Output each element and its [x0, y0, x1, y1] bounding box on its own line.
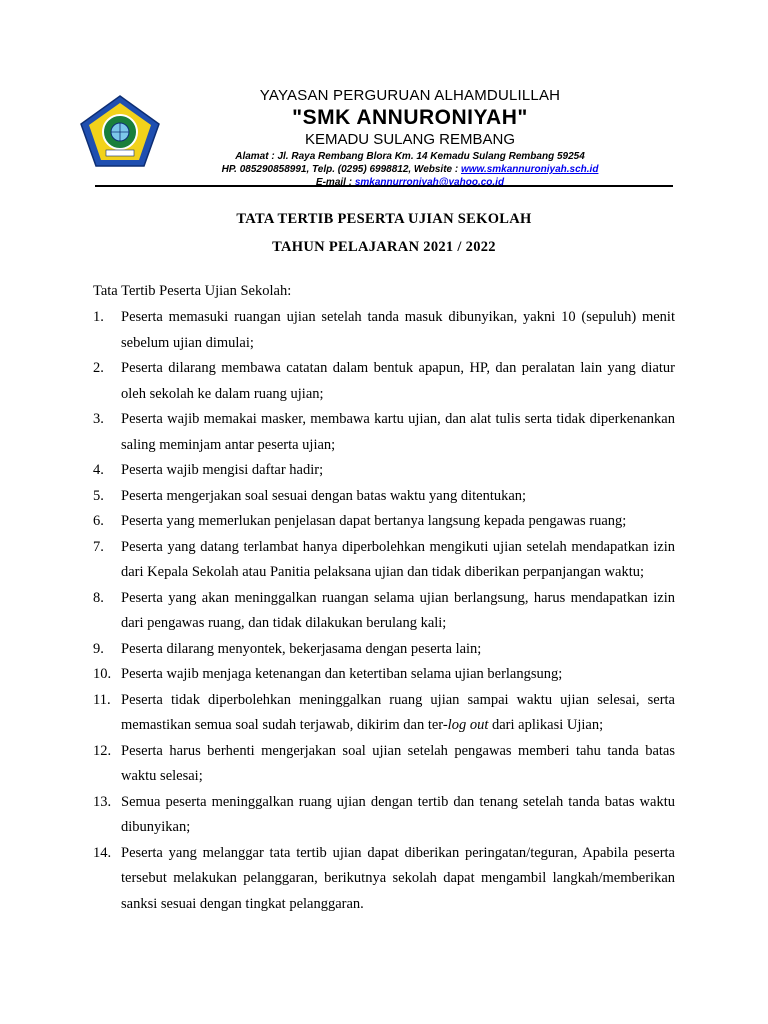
- rule-number: 7.: [93, 538, 104, 555]
- rule-item: [93, 407, 675, 458]
- rule-text: Semua peserta meninggalkan ruang ujian dengan tertib dan tenang setelah tanda batas waktu dibunyikan;: [121, 793, 675, 835]
- title-line-2: TAHUN PELAJARAN 2021 / 2022: [272, 239, 496, 255]
- school-contact: [140, 163, 680, 176]
- rule-number: 12.: [93, 742, 112, 759]
- letterhead-text: [140, 86, 680, 189]
- rule-text: Peserta yang melanggar tata tertib ujian dapat diberikan peringatan/teguran, Apabila peserta tersebut melakukan pelanggaran, berikutnya sekolah dapat mengambil langkah/memberikan sanksi sesuai dengan tingkat pelanggaran.: [121, 844, 675, 912]
- phone-text: HP. 085290858991, Telp. (0295) 6998812, Website :: [221, 164, 461, 175]
- rule-number: 1.: [93, 309, 104, 325]
- rule-number: 13.: [93, 793, 112, 810]
- rule-item: [93, 356, 675, 407]
- rule-item: [93, 586, 675, 637]
- rule-item: [93, 739, 675, 790]
- rule-text: Peserta yang datang terlambat hanya diperbolehkan mengikuti ujian setelah mendapatkan izin dari Kepala Sekolah atau Panitia pelaksana ujian dan tidak diberikan perpanjangan waktu;: [121, 538, 675, 580]
- school-email: [140, 176, 680, 189]
- rule-item: [93, 790, 675, 841]
- school-address: Alamat : Jl. Raya Rembang Blora Km. 14 Kemadu Sulang Rembang 59254: [235, 151, 585, 162]
- rule-number: 4.: [93, 462, 104, 478]
- document-body: [93, 279, 675, 917]
- logo-ribbon: [106, 150, 134, 156]
- rule-number: 2.: [93, 360, 104, 376]
- email-label: E-mail :: [315, 177, 355, 188]
- rules-intro: Tata Tertib Peserta Ujian Sekolah:: [93, 283, 292, 299]
- rule-item: [93, 509, 675, 535]
- rule-item: [93, 305, 675, 356]
- rule-number: 14.: [93, 844, 112, 861]
- rule-text: Peserta wajib menjaga ketenangan dan ketertiban selama ujian berlangsung;: [121, 666, 563, 682]
- school-location: KEMADU SULANG REMBANG: [304, 131, 516, 148]
- rule-number: 11.: [93, 691, 111, 708]
- rule-item: [93, 458, 675, 484]
- rule-number: 3.: [93, 411, 104, 427]
- email-link[interactable]: smkannurroniyah@yahoo.co.id: [354, 177, 505, 188]
- rule-text: Peserta wajib mengisi daftar hadir;: [121, 462, 324, 478]
- letterhead-divider: [95, 185, 673, 187]
- rule-text: Peserta dilarang membawa catatan dalam bentuk apapun, HP, dan peralatan lain yang diatur oleh sekolah ke dalam ruang ujian;: [121, 360, 675, 402]
- document-title: [0, 205, 768, 261]
- rule-item: [93, 662, 675, 688]
- rule-item: [93, 688, 675, 739]
- website-link[interactable]: www.smkannuroniyah.sch.id: [460, 164, 599, 175]
- rule-text: Peserta wajib memakai masker, membawa kartu ujian, dan alat tulis serta tidak diperkenankan saling meminjam antar peserta ujian;: [121, 411, 675, 453]
- rule-text: Peserta yang akan meninggalkan ruangan selama ujian berlangsung, harus mendapatkan izin dari pengawas ruang, dan tidak dilakukan berulang kali;: [121, 589, 675, 631]
- rule-item: [93, 841, 675, 918]
- rule-text: Peserta harus berhenti mengerjakan soal ujian setelah pengawas memberi tahu tanda batas waktu selesai;: [121, 742, 675, 784]
- title-line-1: TATA TERTIB PESERTA UJIAN SEKOLAH: [236, 211, 532, 227]
- rule-number: 8.: [93, 589, 104, 606]
- rule-text: Peserta tidak diperbolehkan meninggalkan ruang ujian sampai waktu ujian selesai, serta memastikan semua soal sudah terjawab, dikirim dan ter-log out dari aplikasi Ujian;: [121, 691, 675, 733]
- rule-number: 6.: [93, 513, 104, 529]
- rule-item: [93, 637, 675, 663]
- rule-item: [93, 484, 675, 510]
- rule-text: Peserta yang memerlukan penjelasan dapat bertanya langsung kepada pengawas ruang;: [121, 513, 627, 529]
- rule-item: [93, 535, 675, 586]
- school-name: "SMK ANNURONIYAH": [292, 106, 528, 129]
- rule-text: Peserta mengerjakan soal sesuai dengan batas waktu yang ditentukan;: [121, 487, 527, 504]
- rule-number: 10.: [93, 666, 112, 682]
- rule-number: 9.: [93, 640, 104, 657]
- rule-number: 5.: [93, 487, 104, 504]
- letterhead: [0, 80, 768, 190]
- rules-list: [93, 305, 675, 917]
- foundation-name: YAYASAN PERGURUAN ALHAMDULILLAH: [259, 87, 561, 104]
- rule-emphasis: log out: [447, 717, 489, 733]
- rule-text: Peserta memasuki ruangan ujian setelah tanda masuk dibunyikan, yakni 10 (sepuluh) menit sebelum ujian dimulai;: [121, 309, 675, 351]
- rule-text: Peserta dilarang menyontek, bekerjasama dengan peserta lain;: [121, 640, 482, 657]
